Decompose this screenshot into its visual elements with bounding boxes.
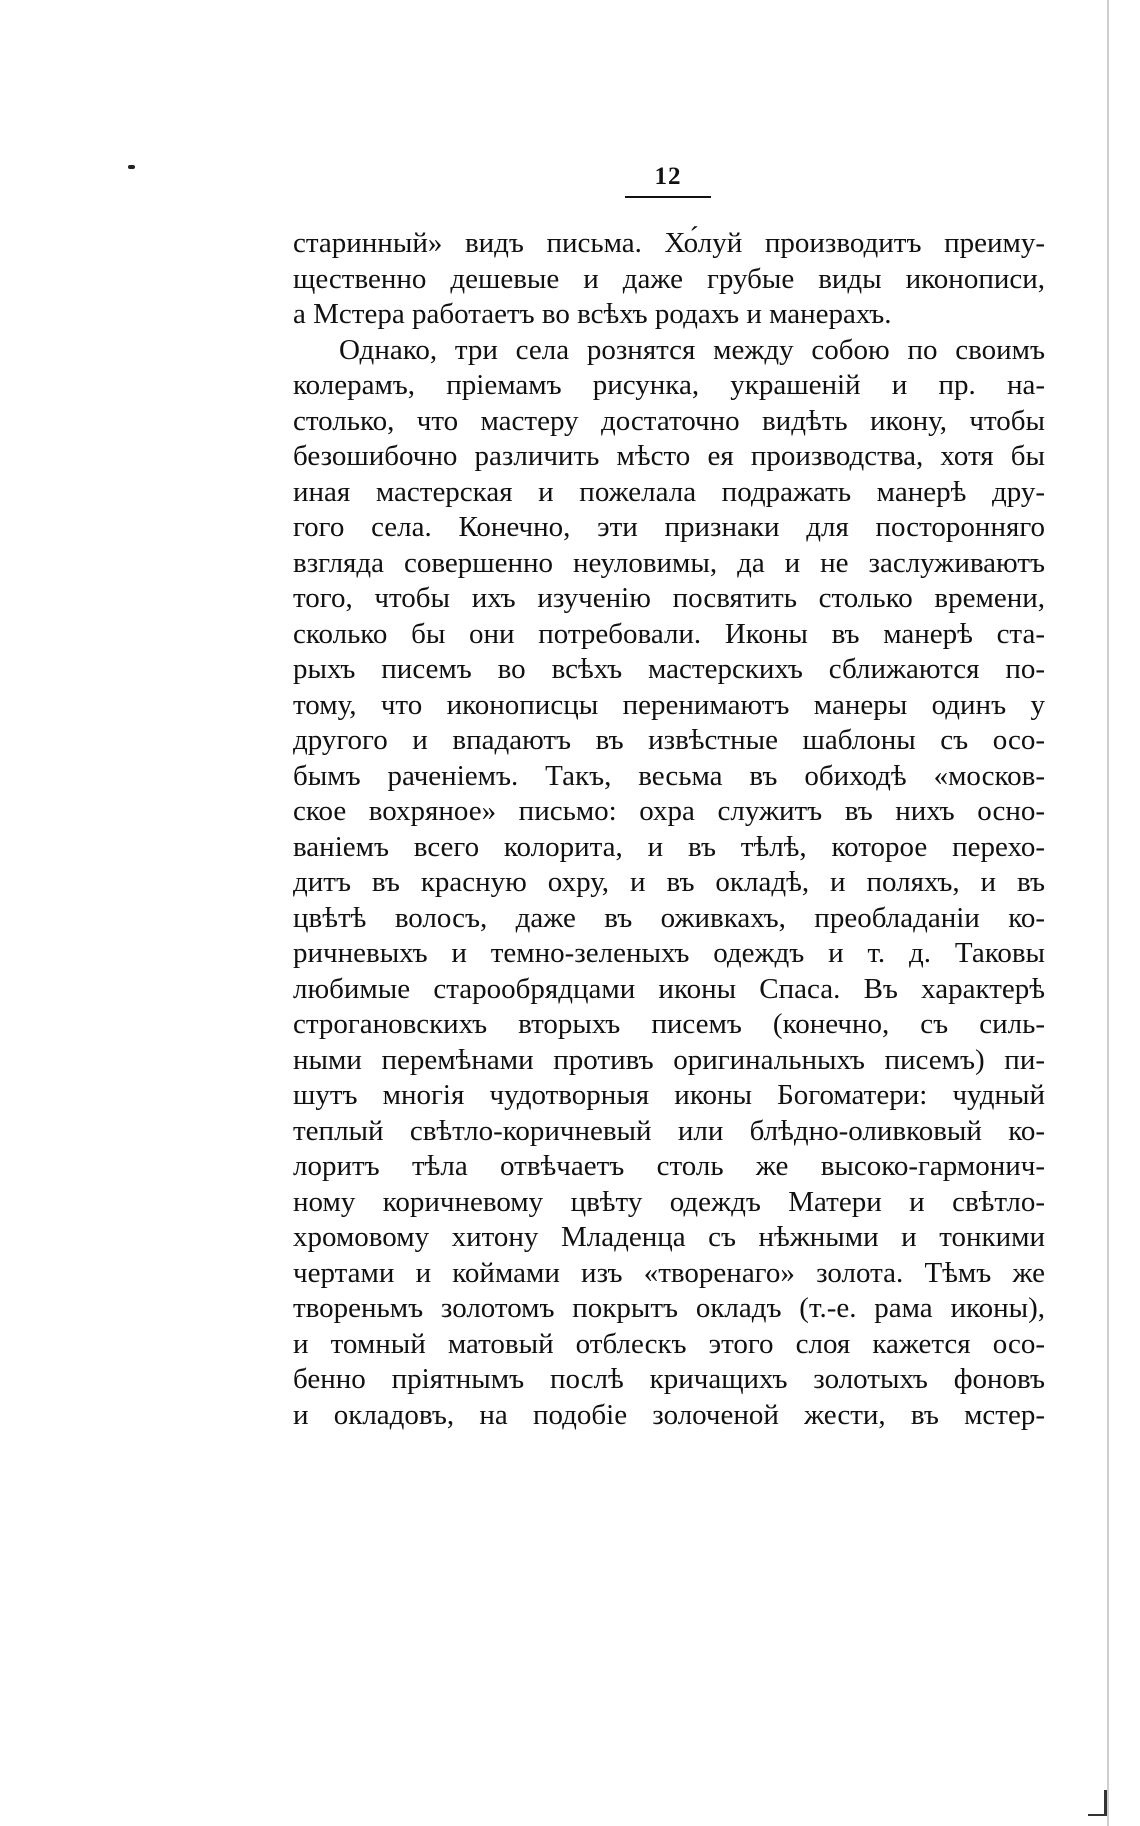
- text-line: столько, что мастеру достаточно видѣть икону, чтобы: [293, 404, 1045, 437]
- text-line: а Мстера работаетъ во всѣхъ родахъ и манерахъ.: [293, 298, 892, 330]
- text-line: щественно дешевые и даже грубые виды иконописи,: [293, 262, 1045, 295]
- text-line: и окладовъ, на подобіе золоченой жести, въ мстер-: [293, 1398, 1045, 1431]
- text-line: тому, что иконописцы перенимаютъ манеры одинъ у: [293, 688, 1045, 721]
- text-line: того, чтобы ихъ изученію посвятить столько времени,: [293, 582, 1045, 614]
- text-line: лоритъ тѣла отвѣчаетъ столь же высоко-гармонич-: [293, 1150, 1045, 1182]
- text-line: иная мастерская и пожелала подражать манерѣ дру-: [293, 475, 1045, 508]
- text-line: ричневыхъ и темно-зеленыхъ одеждъ и т. д. Таковы: [293, 937, 1045, 969]
- text-line: рыхъ писемъ во всѣхъ мастерскихъ сближаются по-: [293, 653, 1045, 685]
- scan-speck: [128, 165, 135, 169]
- text-line: цвѣтѣ волосъ, даже въ оживкахъ, преобладаніи ко-: [293, 901, 1045, 934]
- page-edge-mark: [1104, 1790, 1107, 1816]
- text-line: хромовому хитону Младенца съ нѣжными и тонкими: [293, 1221, 1045, 1253]
- text-line: ному коричневому цвѣту одеждъ Матери и свѣтло-: [293, 1185, 1045, 1218]
- text-line: взгляда совершенно неуловимы, да и не заслуживаютъ: [293, 546, 1045, 579]
- text-line: чертами и коймами изъ «творенаго» золота. Тѣмъ же: [293, 1256, 1045, 1289]
- text-line: сколько бы они потребовали. Иконы въ манерѣ ста-: [293, 617, 1045, 650]
- page-edge-rule: [1107, 0, 1109, 1826]
- text-line: безошибочно различить мѣсто ея производства, хотя бы: [293, 440, 1045, 472]
- text-line: ваніемъ всего колорита, и въ тѣлѣ, которое перехо-: [293, 830, 1045, 863]
- text-line: теплый свѣтло-коричневый или блѣдно-оливковый ко-: [293, 1114, 1045, 1147]
- text-line: старинный» видъ письма. Хо́луй производитъ преиму-: [293, 227, 1045, 259]
- text-body: [293, 226, 1045, 1433]
- text-line: любимые старообрядцами иконы Спаса. Въ характерѣ: [293, 972, 1045, 1005]
- text-line: ными перемѣнами противъ оригинальныхъ писемъ) пи-: [293, 1043, 1045, 1076]
- page-number: 12: [654, 163, 682, 190]
- corner-mark: [1088, 1814, 1106, 1816]
- text-line: ское вохряное» письмо: охра служитъ въ нихъ осно-: [293, 795, 1045, 827]
- text-line: Однако, три села рознятся между собою по своимъ: [339, 333, 1045, 366]
- text-line: бенно пріятнымъ послѣ кричащихъ золотыхъ фоновъ: [293, 1363, 1045, 1395]
- text-line: дитъ въ красную охру, и въ окладѣ, и поляхъ, и въ: [293, 866, 1045, 898]
- text-line: шутъ многія чудотворныя иконы Богоматери: чудный: [293, 1079, 1045, 1111]
- text-line: бымъ раченіемъ. Такъ, весьма въ обиходѣ «москов-: [293, 759, 1045, 792]
- text-line: колерамъ, пріемамъ рисунка, украшеній и пр. на-: [293, 369, 1045, 401]
- page-number-underline: [625, 196, 711, 198]
- text-line: и томный матовый отблескъ этого слоя кажется осо-: [293, 1327, 1045, 1360]
- text-line: гого села. Конечно, эти признаки для посторонняго: [293, 511, 1045, 543]
- text-line: другого и впадаютъ въ извѣстные шаблоны съ осо-: [293, 724, 1045, 756]
- text-line: строгановскихъ вторыхъ писемъ (конечно, съ силь-: [293, 1008, 1045, 1040]
- text-line: твореньмъ золотомъ покрытъ окладъ (т.-е. рама иконы),: [293, 1292, 1045, 1324]
